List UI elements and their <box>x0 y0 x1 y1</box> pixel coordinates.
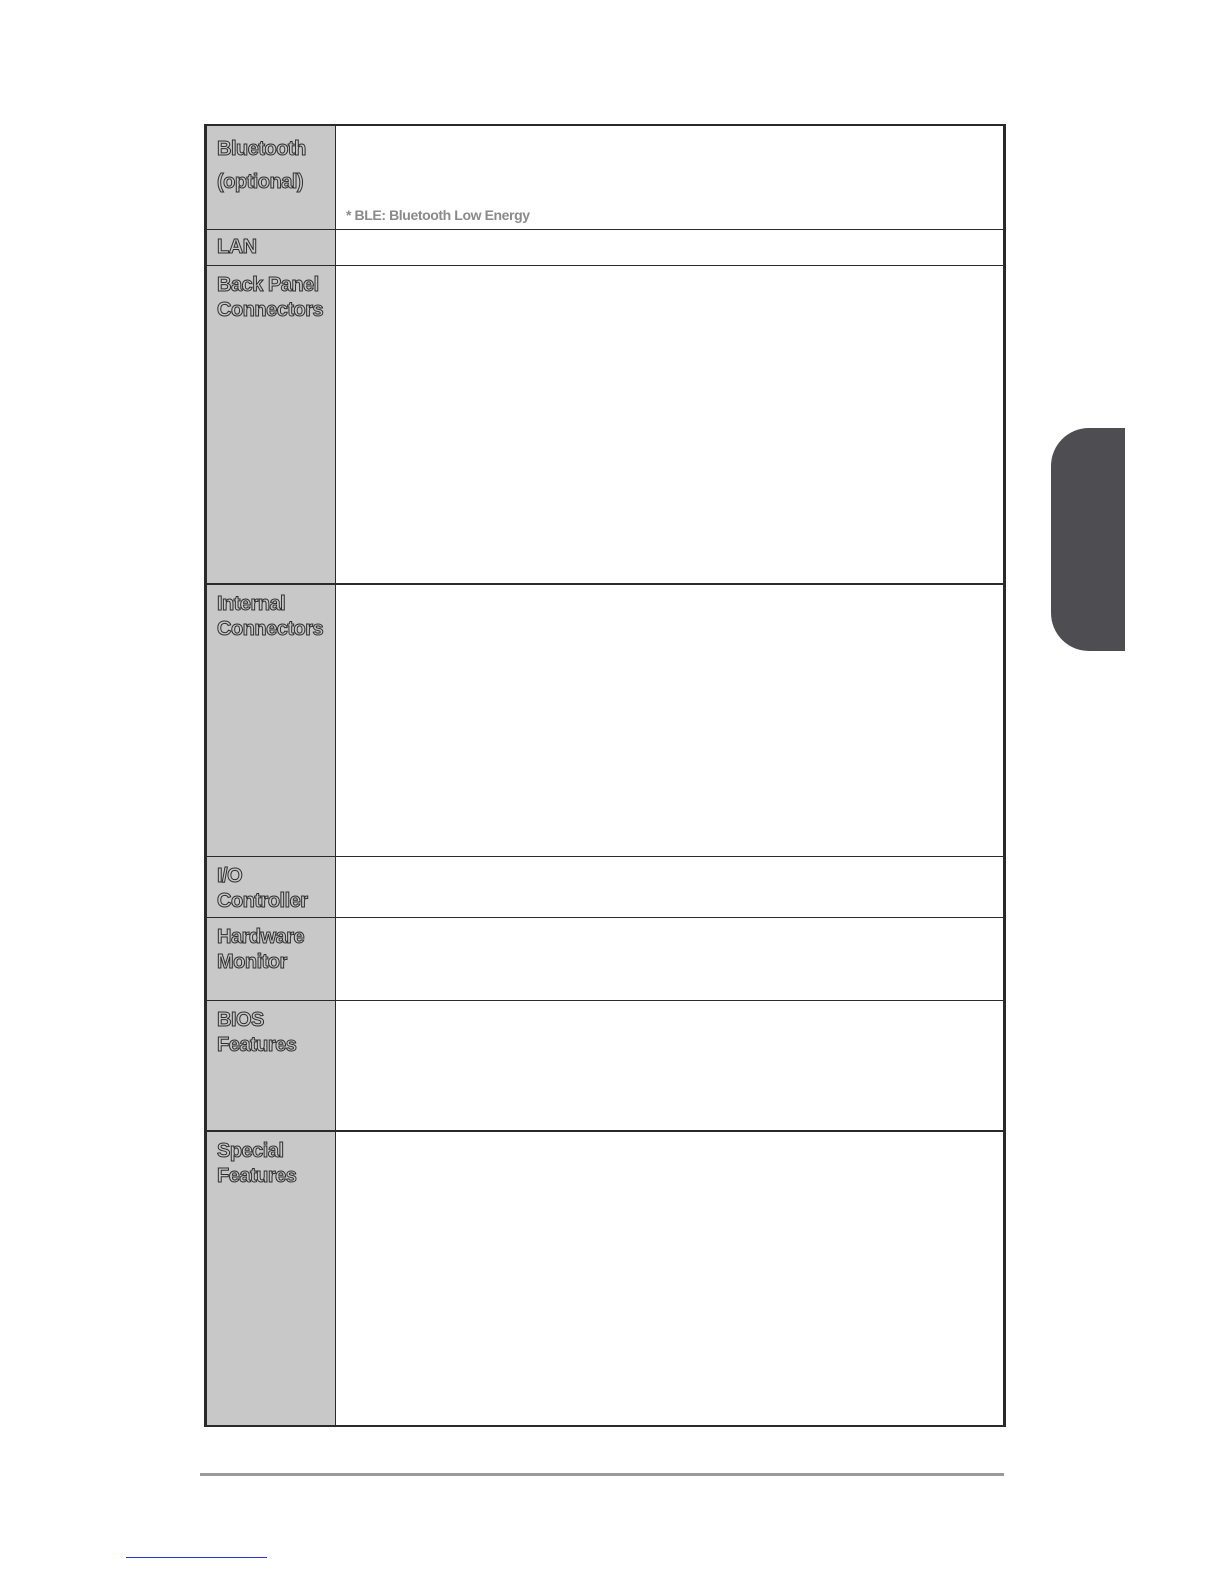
spec-row-bluetooth <box>206 125 1005 229</box>
spec-value-cell <box>336 856 1005 917</box>
spec-label-lan: LAN <box>217 235 257 258</box>
spec-value-cell <box>336 125 1005 229</box>
spec-label-back-panel: Back Panel Connectors <box>217 273 324 321</box>
spec-value-cell <box>336 584 1005 856</box>
bottom-link-underline <box>126 1557 267 1558</box>
spec-value-cell <box>336 265 1005 584</box>
spec-label-cell <box>206 856 336 917</box>
spec-label-cell <box>206 265 336 584</box>
spec-row-hardware-monitor <box>206 917 1005 1000</box>
spec-value-cell <box>336 1131 1005 1426</box>
footer-rule <box>200 1473 1004 1476</box>
spec-value-cell <box>336 917 1005 1000</box>
spec-row-special <box>206 1131 1005 1426</box>
spec-value-cell <box>336 1000 1005 1131</box>
spec-label-bios: BIOS Features <box>217 1008 297 1056</box>
spec-label-cell <box>206 584 336 856</box>
spec-label-hardware-monitor: Hardware Monitor <box>217 925 305 973</box>
spec-label-special: Special Features <box>217 1140 297 1187</box>
spec-label-cell <box>206 1131 336 1426</box>
spec-row-back-panel <box>206 265 1005 584</box>
spec-label-cell <box>206 917 336 1000</box>
spec-row-io <box>206 856 1005 917</box>
spec-label-cell <box>206 229 336 265</box>
spec-row-internal <box>206 584 1005 856</box>
spec-row-lan <box>206 229 1005 265</box>
spec-label-cell <box>206 1000 336 1131</box>
spec-label-cell <box>206 125 336 229</box>
spec-value-cell <box>336 229 1005 265</box>
spec-label-io: I/O Controller <box>217 864 308 912</box>
spec-label-internal: Internal Connectors <box>217 593 324 640</box>
chapter-side-tab <box>1051 428 1125 651</box>
specifications-table <box>204 124 1006 1427</box>
spec-label-bluetooth: Bluetooth (optional) <box>217 138 306 193</box>
ble-footnote: * BLE: Bluetooth Low Energy <box>346 206 530 223</box>
spec-row-bios <box>206 1000 1005 1131</box>
